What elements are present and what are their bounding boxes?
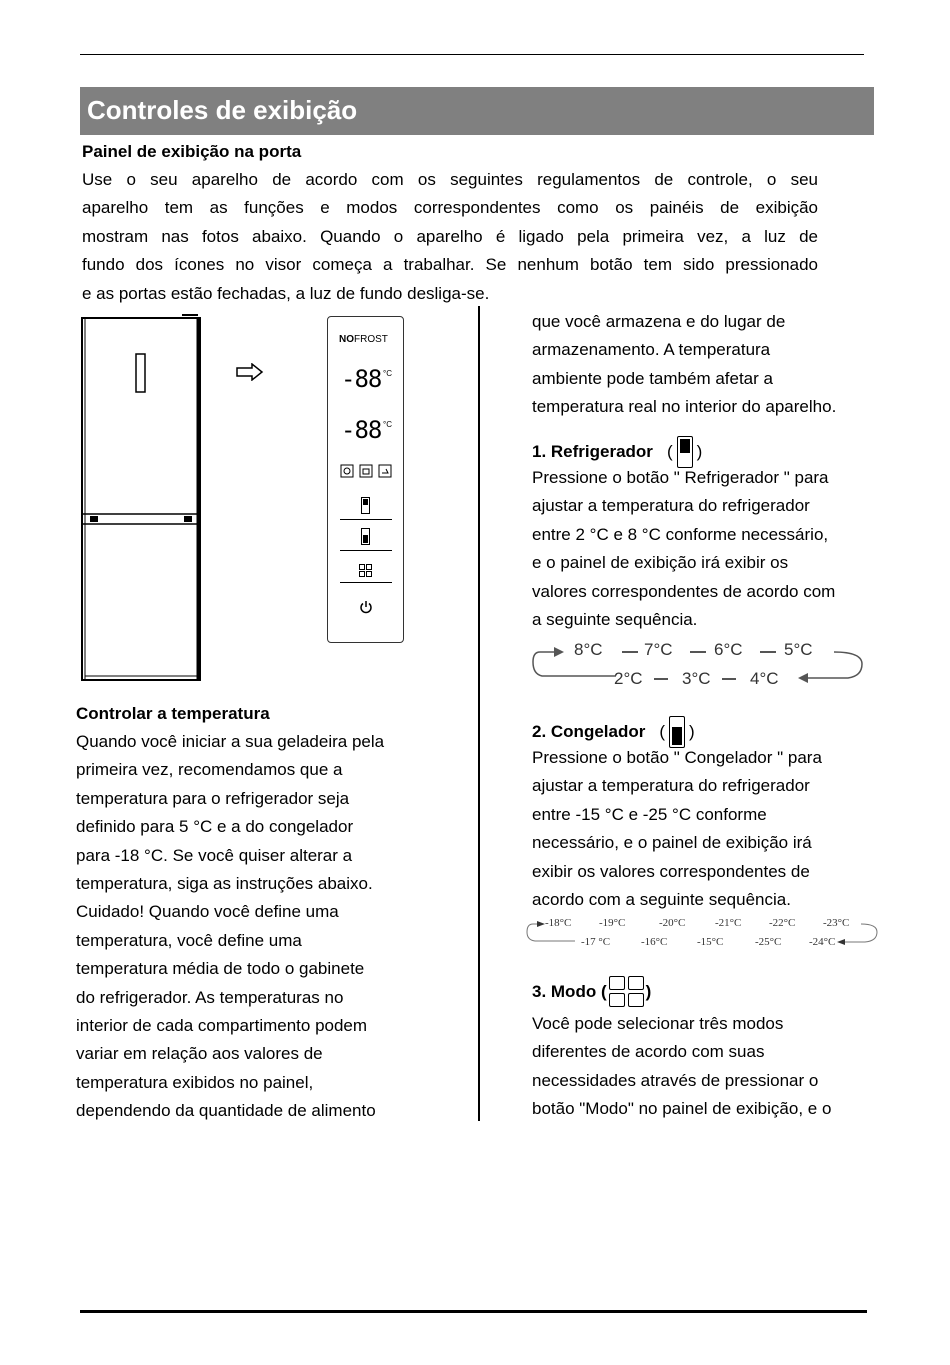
temperature-line: temperatura exibidos no painel, — [76, 1072, 314, 1092]
door-panel-line: mostram nas fotos abaixo. Quando o aparelho é ligado pela primeira vez, a luz de — [82, 226, 818, 246]
mode-line: necessidades através de pressionar o — [532, 1070, 819, 1090]
mode-text — [532, 1010, 831, 1124]
temperature-line: dependendo da quantidade de alimento — [76, 1101, 376, 1121]
sequence-value: -25°C — [755, 936, 782, 948]
freezer-line: necessário, e o painel de exibição irá — [532, 833, 812, 853]
door-panel-line: e as portas estão fechadas, a luz de fundo desliga-se. — [82, 283, 490, 303]
refrigerator-paren-close: ) — [696, 442, 703, 461]
refrigerator-text — [532, 464, 835, 634]
temperature-line: temperatura para o refrigerador seja — [76, 788, 350, 808]
freezer-text — [532, 744, 822, 914]
refrigerator-icon — [361, 497, 370, 514]
freezer-button[interactable] — [340, 524, 392, 551]
sequence-value: -21°C — [715, 917, 742, 929]
freezer-paren-close: ) — [689, 722, 695, 741]
refrigerator-button[interactable] — [340, 493, 392, 520]
display-panel — [327, 316, 404, 643]
door-panel-text — [82, 166, 818, 308]
mode-line: botão "Modo" no painel de exibição, e o — [532, 1099, 832, 1119]
mode-paren-close: ) — [645, 981, 652, 1001]
temperature-line: Cuidado! Quando você define uma — [76, 902, 339, 922]
sequence-value: 2°C — [614, 669, 643, 688]
right-intro-line: que você armazena e do lugar de — [532, 312, 786, 331]
right-intro-line: ambiente pode também afetar a — [532, 368, 773, 388]
freezer-line: entre -15 °C e -25 °C conforme — [532, 804, 767, 824]
bottom-rule — [80, 1310, 867, 1313]
sequence-value: -24°C — [809, 936, 836, 948]
temperature-line: primeira vez, recomendamos que a — [76, 760, 343, 780]
sequence-value: 3°C — [682, 669, 711, 688]
mode-heading — [532, 976, 651, 1007]
refrigerator-paren-open: ( — [666, 442, 673, 461]
temperature-line: definido para 5 °C e a do congelador — [76, 817, 354, 837]
door-panel-line: aparelho tem as funções e modos correspondentes como os painéis de exibição — [82, 198, 818, 218]
refrigerator-line: entre 2 °C e 8 °C conforme necessário, — [532, 524, 829, 544]
status-icons — [340, 464, 394, 478]
temperature-line: temperatura, você define uma — [76, 930, 302, 950]
refrigerator-line: Pressione o botão " Refrigerador " para — [532, 468, 829, 487]
sequence-value: -20°C — [659, 917, 686, 929]
sequence-value: -22°C — [769, 917, 796, 929]
fridge-illustration — [78, 312, 208, 686]
temperature-heading: Controlar a temperatura — [76, 704, 270, 723]
sequence-value: 4°C — [750, 669, 779, 688]
door-panel-line: Use o seu aparelho de acordo com os seguintes regulamentos de controle, o seu — [82, 170, 818, 189]
fridge-temp-unit: °C — [383, 369, 392, 378]
refrigerator-line: e o painel de exibição irá exibir os — [532, 553, 789, 573]
sequence-value: 8°C — [574, 640, 603, 659]
refrigerator-line: valores correspondentes de acordo com — [532, 581, 836, 601]
refrigerator-line: ajustar a temperatura do refrigerador — [532, 496, 810, 516]
temperature-line: variar em relação aos valores de — [76, 1044, 323, 1064]
sequence-value: -17 °C — [581, 936, 611, 948]
mode-line: diferentes de acordo com suas — [532, 1042, 765, 1062]
sequence-value: 6°C — [714, 640, 743, 659]
freezer-icon — [361, 528, 370, 545]
temperature-line: Quando você iniciar a sua geladeira pela — [76, 732, 385, 751]
top-rule — [80, 54, 864, 55]
freezer-line: exibir os valores correspondentes de — [532, 861, 810, 881]
temperature-line: temperatura, siga as instruções abaixo. — [76, 874, 373, 894]
freezer-line: ajustar a temperatura do refrigerador — [532, 776, 810, 796]
freezer-temp-unit: °C — [383, 420, 392, 429]
sequence-value: -16°C — [641, 936, 668, 948]
column-divider — [478, 306, 480, 1121]
section-title-bar — [80, 87, 874, 135]
section-title: Controles de exibição — [87, 95, 358, 125]
fridge-temp-readout: -88 — [341, 365, 382, 393]
arrow-icon — [235, 363, 265, 381]
sequence-value: 5°C — [784, 640, 813, 659]
sequence-value: -23°C — [823, 917, 850, 929]
freezer-paren-open: ( — [659, 722, 666, 741]
freezer-title: 2. Congelador — [532, 722, 646, 741]
sequence-value: -18°C — [545, 917, 572, 929]
power-button[interactable] — [359, 600, 373, 614]
refrigerator-title: 1. Refrigerador — [532, 442, 653, 461]
freezer-temp-readout: -88 — [341, 416, 382, 444]
temperature-line: interior de cada compartimento podem — [76, 1016, 368, 1036]
refrigerator-line: a seguinte sequência. — [532, 610, 698, 630]
temperature-line: para -18 °C. Se você quiser alterar a — [76, 845, 353, 865]
temperature-text — [76, 728, 384, 1126]
temperature-line: do refrigerador. As temperaturas no — [76, 987, 344, 1007]
freezer-line: acordo com a seguinte sequência. — [532, 890, 791, 910]
no-frost-logo: NOFROST — [339, 334, 388, 345]
mode-icon — [359, 564, 372, 577]
right-intro-line: temperatura real no interior do aparelho. — [532, 397, 837, 417]
temperature-line: temperatura média de todo o gabinete — [76, 959, 365, 979]
freezer-line: Pressione o botão " Congelador " para — [532, 748, 822, 767]
right-intro-text — [532, 308, 836, 422]
door-panel-heading: Painel de exibição na porta — [82, 142, 302, 161]
sequence-value: -19°C — [599, 917, 626, 929]
right-intro-line: armazenamento. A temperatura — [532, 340, 771, 360]
mode-title: 3. Modo ( — [532, 981, 607, 1001]
sequence-value: 7°C — [644, 640, 673, 659]
door-panel-line: fundo dos ícones no visor começa a trabalhar. Se nenhum botão tem sido pressionado — [82, 255, 818, 275]
mode-icon — [609, 976, 644, 1007]
sequence-value: -15°C — [697, 936, 724, 948]
mode-line: Você pode selecionar três modos — [532, 1014, 784, 1033]
mode-button[interactable] — [340, 560, 392, 583]
